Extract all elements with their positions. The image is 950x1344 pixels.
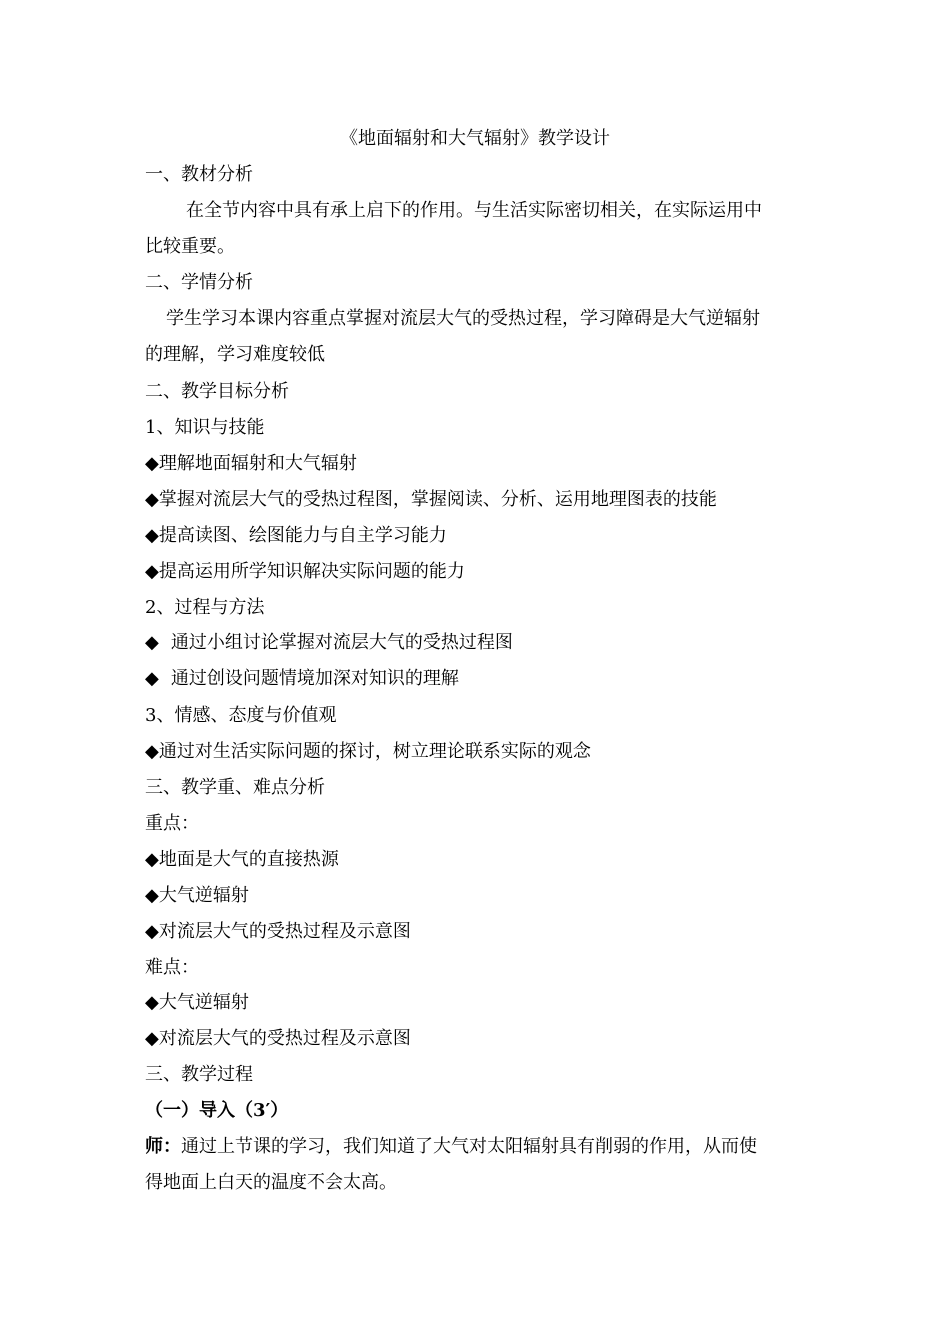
bullet-item: ◆大气逆辐射 <box>145 992 249 1013</box>
section-heading-process: 三、教学过程 <box>145 1064 253 1085</box>
teacher-text: 通过上节课的学习，我们知道了大气对太阳辐射具有削弱的作用，从而使 <box>181 1136 757 1157</box>
bullet-text: 通过创设问题情境加深对知识的理解 <box>170 668 459 689</box>
difficulties-label: 难点： <box>145 957 199 978</box>
bullet-item: ◆对流层大气的受热过程及示意图 <box>145 921 411 942</box>
paragraph-line: 得地面上白天的温度不会太高。 <box>145 1172 397 1193</box>
paragraph-line: 的理解，学习难度较低 <box>145 344 325 365</box>
bullet-item: ◆提高运用所学知识解决实际问题的能力 <box>145 561 465 582</box>
bullet-text: 通过小组讨论掌握对流层大气的受热过程图 <box>170 632 513 653</box>
paragraph-line: 学生学习本课内容重点掌握对流层大气的受热过程，学习障碍是大气逆辐射 <box>166 308 760 329</box>
teacher-line <box>145 1134 757 1160</box>
subsection-heading: 3、情感、态度与价值观 <box>145 705 337 726</box>
bullet-item <box>145 630 513 656</box>
section-heading-objectives: 二、教学目标分析 <box>145 381 289 402</box>
bullet-item: ◆理解地面辐射和大气辐射 <box>145 453 357 474</box>
bullet-item: ◆地面是大气的直接热源 <box>145 849 339 870</box>
bullet-item: ◆掌握对流层大气的受热过程图，掌握阅读、分析、运用地理图表的技能 <box>145 489 717 510</box>
teacher-label: 师： <box>145 1136 181 1157</box>
bullet-item <box>145 666 459 692</box>
bullet-item: ◆大气逆辐射 <box>145 885 249 906</box>
bullet-item: ◆通过对生活实际问题的探讨，树立理论联系实际的观念 <box>145 741 591 762</box>
paragraph-line: 比较重要。 <box>145 236 235 257</box>
bullet-mark: ◆ <box>145 632 159 653</box>
bullet-item: ◆提高读图、绘图能力与自主学习能力 <box>145 525 447 546</box>
subsection-heading: 1、知识与技能 <box>145 417 265 438</box>
section-heading-students: 二、学情分析 <box>145 272 253 293</box>
paragraph-line: 在全节内容中具有承上启下的作用。与生活实际密切相关，在实际运用中 <box>186 200 762 221</box>
subsection-heading: 2、过程与方法 <box>145 597 265 618</box>
bullet-mark: ◆ <box>145 668 159 689</box>
bullet-item: ◆对流层大气的受热过程及示意图 <box>145 1028 411 1049</box>
section-heading-key-points: 三、教学重、难点分析 <box>145 777 325 798</box>
section-heading-textbook: 一、教材分析 <box>145 164 253 185</box>
document-title: 《地面辐射和大气辐射》教学设计 <box>340 128 610 149</box>
key-points-label: 重点： <box>145 813 199 834</box>
step-heading: （一）导入（3′） <box>145 1100 289 1121</box>
